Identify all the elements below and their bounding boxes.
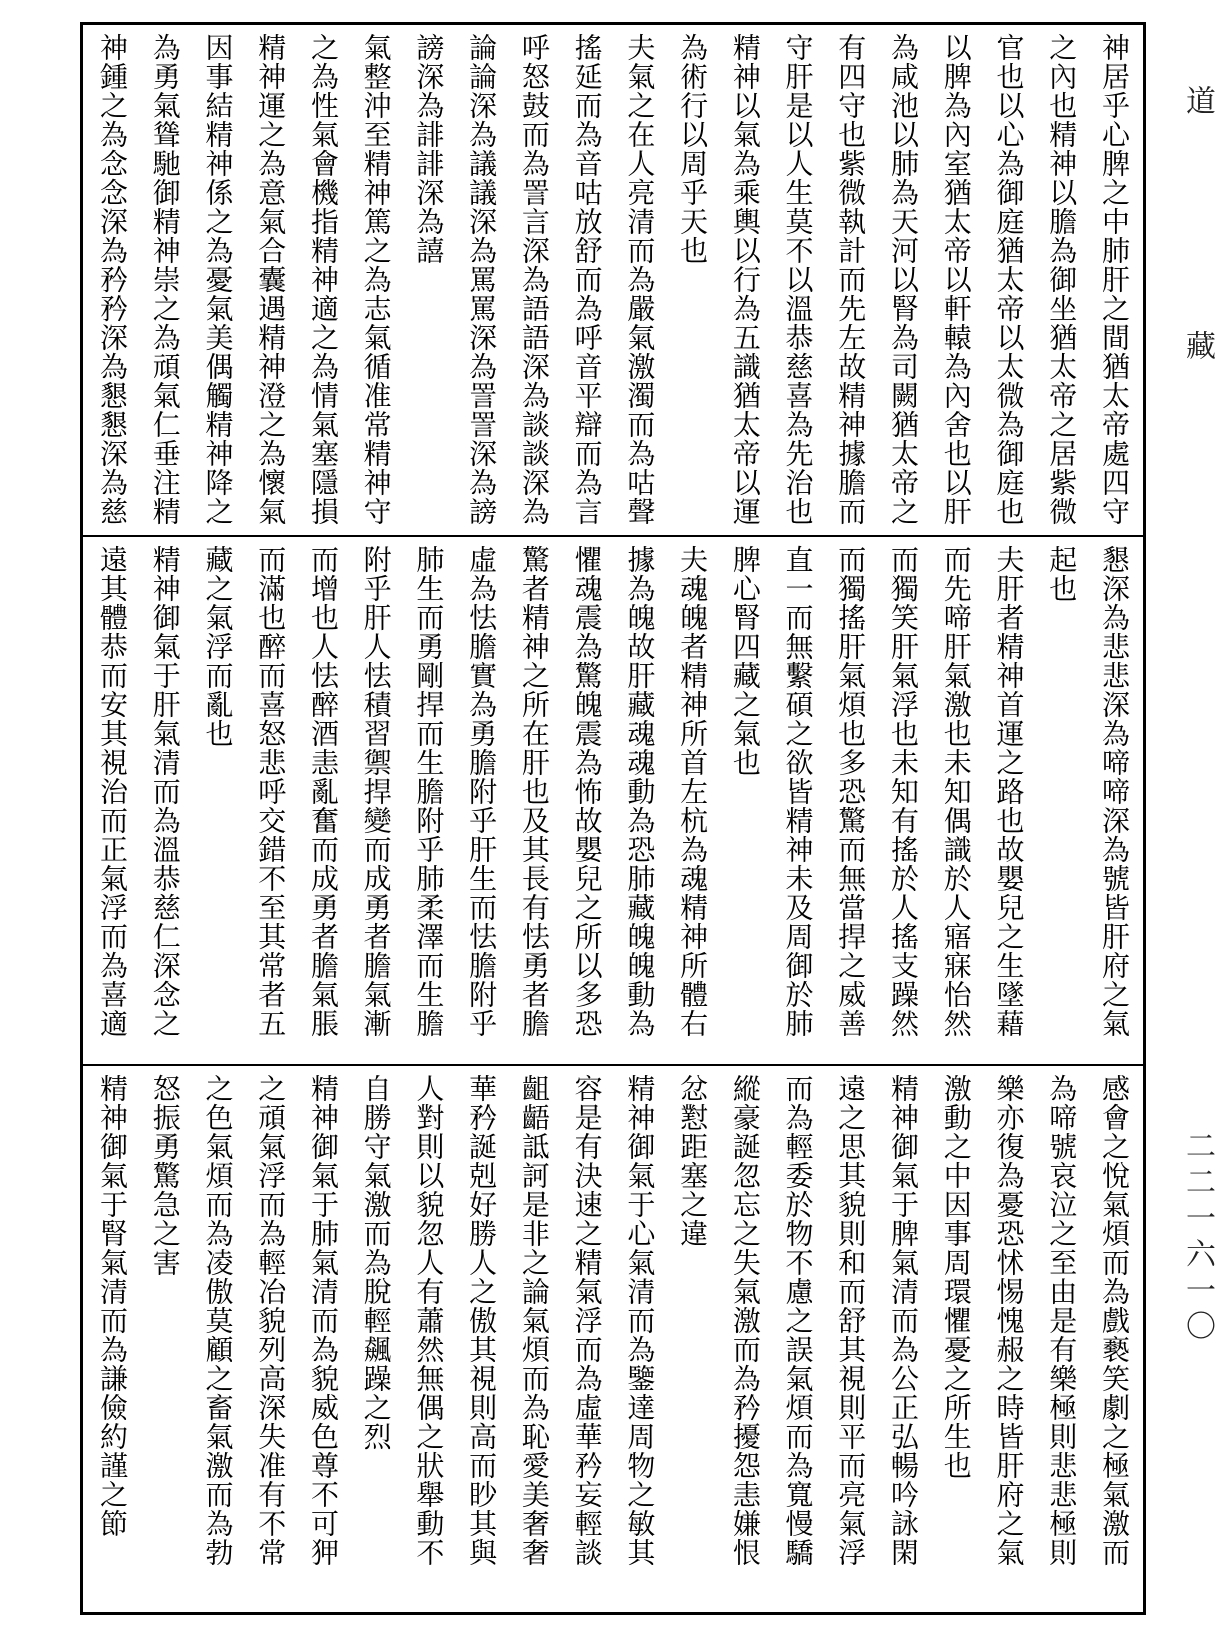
text-block-top — [83, 25, 1143, 535]
text-column: 齟齬詆訶是非之論氣煩而為恥愛美奢奢 — [517, 1074, 551, 1567]
text-column: 夫氣之在人亮清而為嚴氣激濁而為咕聲 — [623, 33, 657, 526]
text-column: 而增也人怯醉酒恚亂奮而成勇者膽氣脹 — [306, 545, 340, 1038]
text-column: 精神御氣于肺氣清而為貌威色尊不可狎 — [306, 1074, 340, 1567]
text-column: 守肝是以人生莫不以溫恭慈喜為先治也 — [781, 33, 815, 526]
text-block-middle — [83, 537, 1143, 1064]
text-column: 為術行以周乎天也 — [676, 33, 710, 265]
text-column: 因事結精神係之為憂氣美偶觸精神降之 — [201, 33, 235, 526]
text-column: 以脾為內室猶太帝以軒轅為內舍也以肝 — [939, 33, 973, 526]
text-column: 神居乎心脾之中肺肝之間猶太帝處四守 — [1097, 33, 1131, 526]
text-column: 附乎肝人怯積習禦捍變而成勇者膽氣漸 — [359, 545, 393, 1038]
text-column: 官也以心為御庭猶太帝以太微為御庭也 — [992, 33, 1026, 526]
text-column: 氣整沖至精神篤之為志氣循准常精神守 — [359, 33, 393, 526]
text-column: 精神御氣于肝氣清而為溫恭慈仁深念之 — [148, 545, 182, 1038]
text-column: 直一而無繫碩之欲皆精神未及周御於肺 — [781, 545, 815, 1038]
text-column: 精神御氣于心氣清而為鑒達周物之敏其 — [623, 1074, 657, 1567]
text-column: 脾心腎四藏之氣也 — [728, 545, 762, 777]
text-column: 遠之思其貌則和而舒其視則平而亮氣浮 — [834, 1074, 868, 1567]
text-column: 為勇氣聳馳御精神崇之為頑氣仁垂注精 — [148, 33, 182, 526]
text-column: 夫肝者精神首運之路也故嬰兒之生墜藉 — [992, 545, 1026, 1038]
text-column: 肺生而勇剛捍而生膽附乎肺柔澤而生膽 — [412, 545, 446, 1038]
text-column: 之為性氣會機指精神適之為情氣塞隱損 — [306, 33, 340, 526]
text-column: 論論深為議議深為罵罵深為詈詈深為謗 — [465, 33, 499, 526]
text-column: 呼怒鼓而為詈言深為語語深為談談深為 — [517, 33, 551, 526]
text-column: 縱豪誕忽忘之失氣激而為矜擾怨恚嫌恨 — [728, 1074, 762, 1567]
text-column: 之頑氣浮而為輕冶貌列高深失准有不常 — [254, 1074, 288, 1567]
text-column: 華矜誕剋好勝人之傲其視則高而眇其與 — [465, 1074, 499, 1567]
collection-label: 道 — [1180, 85, 1215, 115]
text-column: 而獨搖肝氣煩也多恐驚而無當捍之威善 — [834, 545, 868, 1038]
text-column: 驚者精神之所在肝也及其長有怯勇者膽 — [517, 545, 551, 1038]
text-column: 而先啼肝氣激也未知偶識於人寤寐怡然 — [939, 545, 973, 1038]
text-column: 神鍾之為念念深為矜矜深為懇懇深為慈 — [96, 33, 129, 526]
text-column: 之色氣煩而為凌傲莫顧之畜氣激而為勃 — [201, 1074, 235, 1567]
text-column: 藏之氣浮而亂也 — [201, 545, 235, 748]
text-column: 人對則以貌忽人有蕭然無偶之狀舉動不 — [412, 1074, 446, 1567]
text-column: 搖延而為音咕放舒而為呼音平辯而為言 — [570, 33, 604, 526]
text-column: 精神運之為意氣合囊遇精神澄之為懷氣 — [254, 33, 288, 526]
text-column: 起也 — [1045, 545, 1079, 603]
text-column: 而獨笑肝氣浮也未知有搖於人搖支躁然 — [887, 545, 921, 1038]
text-column: 精神御氣于脾氣清而為公正弘暢吟詠閑 — [887, 1074, 921, 1567]
text-column: 精神以氣為乘輿以行為五識猶太帝以運 — [728, 33, 762, 526]
text-column: 遠其體恭而安其視治而正氣浮而為喜適 — [96, 545, 129, 1038]
text-column: 精神御氣于腎氣清而為謙儉約謹之節 — [96, 1074, 129, 1538]
text-column: 而為輕委於物不慮之誤氣煩而為寬慢驕 — [781, 1074, 815, 1567]
text-column: 謗深為誹誹深為譆 — [412, 33, 446, 265]
text-column: 有四守也紫微執計而先左故精神據膽而 — [834, 33, 868, 526]
text-column: 之內也精神以膽為御坐猶太帝之居紫微 — [1045, 33, 1079, 526]
text-block-bottom — [83, 1066, 1143, 1612]
text-column: 懼魂震為驚魄震為怖故嬰兒之所以多恐 — [570, 545, 604, 1038]
text-column: 夫魂魄者精神所首左杭為魂精神所體右 — [676, 545, 710, 1038]
collection-label-2: 藏 — [1180, 330, 1215, 360]
text-column: 為咸池以肺為天河以腎為司闕猶太帝之 — [887, 33, 921, 526]
page-frame — [80, 22, 1146, 1615]
text-column: 樂亦復為憂恐怵惕愧赧之時皆肝府之氣 — [992, 1074, 1026, 1567]
text-column: 感會之悅氣煩而為戲褻笑劇之極氣激而 — [1097, 1074, 1131, 1567]
text-column: 為啼號哀泣之至由是有樂極則悲悲極則 — [1045, 1074, 1079, 1567]
text-column: 自勝守氣激而為脫輕飆躁之烈 — [359, 1074, 393, 1451]
text-column: 忿懟距塞之違 — [676, 1074, 710, 1248]
text-column: 怒振勇驚急之害 — [148, 1074, 182, 1277]
text-column: 懇深為悲悲深為啼啼深為號皆肝府之氣 — [1097, 545, 1131, 1038]
page-number: 二二一六一〇 — [1180, 1130, 1215, 1346]
text-column: 虛為怯膽實為勇膽附乎肝生而怯膽附乎 — [465, 545, 499, 1038]
text-column: 容是有決速之精氣浮而為虛華矜妄輕談 — [570, 1074, 604, 1567]
text-column: 而滿也醉而喜怒悲呼交錯不至其常者五 — [254, 545, 288, 1038]
text-column: 據為魄故肝藏魂魂動為恐肺藏魄魄動為 — [623, 545, 657, 1038]
text-column: 激動之中因事周環懼憂之所生也 — [939, 1074, 973, 1480]
